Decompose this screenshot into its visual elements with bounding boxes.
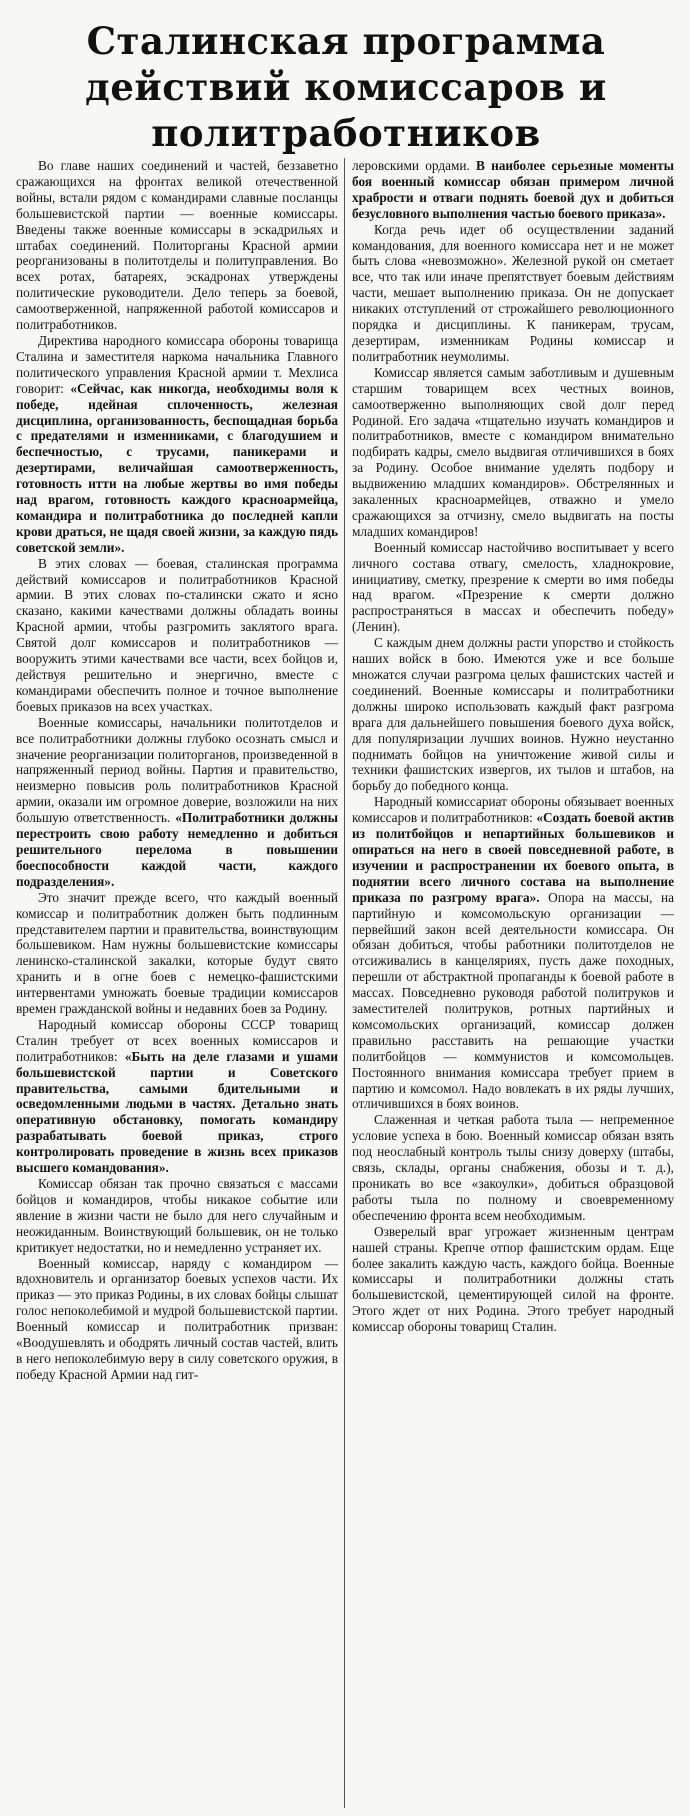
paragraph (352, 1224, 674, 1335)
text-run: Это значит прежде всего, что каждый военный комиссар и политработник должен быть подлинным представителем партии и правительства, воинствующим большевиком. Нам нужны большевистские комиссары ленинско-сталинской закалки, которые будут свято хранить и в огне боев с немецко-фашистскими интервентами умножать боевые традиции комиссаров времен гражданской войны и недавних боев за Родину. (16, 889, 338, 1017)
text-run: Комиссар является самым заботливым и душевным старшим товарищем всех честных воинов, самоотверженно выполняющих свой долг перед Родиной. Его задача «тщательно изучать командиров и политработников, вместе с командиром внимательно подбирать кадры, смело выдвигая отличившихся в боях за Родину. Особое внимание уделять подбору и выдвижению младших командиров». Обстрелянных и закаленных красноармейцев, отважно и умело сражающихся за отчизну, смело выдвигать на посты младших командиров! (352, 364, 674, 539)
text-run: Народный комиссар обороны СССР товарищ Сталин требует от всех военных комиссаров и политработников: (16, 1016, 338, 1064)
paragraph (352, 794, 674, 1112)
right-column (345, 158, 674, 1808)
headline-line-3: политработников (151, 111, 541, 155)
paragraph (352, 222, 674, 365)
text-run: Военный комиссар настойчиво воспитывает у всего личного состава отвагу, смелость, хладнокровие, инициативу, сметку, презрение к смерти во имя победы над врагом. «Презрение к смерти должно распространяться в массах и обеспечить победу» (Ленин). (352, 539, 674, 635)
headline-line-2: действий комиссаров и (85, 65, 607, 109)
paragraph (16, 333, 338, 556)
article-body (16, 158, 676, 1808)
bold-quote: «Сейчас, как никогда, необходимы воля к победе, идейная сплоченность, железная дисциплина, организованность, беспощадная борьба с предателями и изменниками, с благодушием и беспечностью, с трусами, паникерами и дезертирами, величайшая самоотверженность, готовность итти на любые жертвы во имя победы над врагом, готовность каждого красноармейца, командира и политработника до последней капли крови драться, не щадя своей жизни, за каждую пядь советской земли». (16, 380, 339, 555)
text-run: леровскими ордами. (352, 158, 477, 173)
text-run: В этих словах — боевая, сталинская программа действий комиссаров и политработников Красной армии. В этих словах по-сталински сжато и ясно сказано, какими качествами должны обладать воины Красной армии, чтобы разгромить заклятого врага. Святой долг комиссаров и политработников — вооружить этими качествами все части, всех бойцов и, действуя решительно и энергично, вместе с командирами обеспечить полное и точное выполнение боевых приказов на всех участках. (16, 555, 338, 714)
paragraph (16, 1256, 338, 1383)
text-run: Слаженная и четкая работа тыла — непременное условие успеха в бою. Военный комиссар обязан взять под неослабный контроль тылы снизу доверху (штабы, связь, склады, органы снабжения, обозы и т. д.), проникать во все «закоулки», добиться образцовой работы тыла по полному и своевременному обеспечению фронта всем необходимым. (352, 1112, 674, 1223)
paragraph (352, 365, 674, 540)
paragraph (16, 1176, 338, 1256)
bold-quote: «Быть на деле глазами и ушами большевистской партии и Советского правительства, самыми бдительными и осведомленными людьми в частях. Детально знать оперативную обстановку, помогать командиру разрабатывать боевой приказ, строго контролировать проведение в жизнь всех приказов высшего командования». (16, 1048, 338, 1176)
paragraph (16, 890, 338, 1017)
paragraph (16, 715, 338, 890)
text-run: Военные комиссары, начальники политотделов и все политработники должны глубоко осознать смысл и значение реорганизации политорганов, произведенной в напряженный период войны. Партия и правительство, неизмерно повысив роль политработников Красной армии, оказали им огромное доверие, возложили на них большую ответственность. (16, 714, 338, 826)
text-run: Народный комиссариат обороны обязывает военных комиссаров и политработников: (352, 794, 674, 826)
paragraph (352, 1112, 674, 1223)
paragraph (16, 1017, 338, 1176)
text-run: Директива народного комиссара обороны товарища Сталина и заместителя наркома начальника Главного политического управления Красной армии т. Мехлиса говорит: (16, 332, 338, 396)
text-run: Военный комиссар, наряду с командиром — вдохновитель и организатор боевых успехов части. Их приказ — это приказ Родины, в их словах бойцы слышат голос непоколебимой и мудрой большевистской партии. Военный комиссар и политработник призван: «Воодушевлять и ободрять личный состав частей, влить в него непоколебимую веру в силу советского оружия, в победу Красной Армии над гит- (16, 1255, 338, 1382)
bold-quote: В наиболее серьезные моменты боя военный комиссар обязан примером личной храбрости и отваги поднять боевой дух и добиться безусловного выполнения частью боевого приказа». (352, 158, 674, 221)
article-headline (16, 18, 676, 158)
text-run: Комиссар обязан так прочно связаться с массами бойцов и командиров, чтобы никакое событие или явление в жизни части не было для него случайным и неожиданным. Воинствующий большевик, он не только критикует недостатки, но и немедленно устраняет их. (16, 1176, 338, 1255)
text-run: Опора на массы, на партийную и комсомольскую организации — первейший закон всей деятельности комиссара. Он обязан добиться, чтобы работники политотделов не отсиживались в канцеляриях, пусть даже походных, перешли от абстрактной пропаганды к боевой работе в массах. Повседневно руководя работой политруков и заместителей политруков, ротных партийных и комсомольских организаций, комиссар должен правильно расставить на решающие участки политбойцов — коммунистов и комсомольцев. Постоянного внимания комиссара требует прием в партию и комсомол. Надо вовлекать в их ряды лучших, отличившихся в боях воинов. (352, 889, 674, 1112)
text-run: Когда речь идет об осуществлении заданий командования, для военного комиссара нет и не может быть слова «невозможно». Железной рукой он сметает все, что так или иначе препятствует боевым действиям части, мешает выполнению приказа. Он не допускает никаких отступлений от строжайшего революционного порядка и дисциплины. К паникерам, трусам, дезертирам, изменникам Родины комиссар и политработник неумолимы. (352, 221, 674, 364)
paragraph (352, 635, 674, 794)
text-run: Во главе наших соединений и частей, беззаветно сражающихся на фронтах великой отечественной войны, встали рядом с командирами славные посланцы большевистской партии — военные комиссары. Введены также военные комиссары в эскадрильях и штабах соединений. Политорганы Красной армии реорганизованы в политотделы и политуправления. Во всех ротах, батареях, эскадронах утверждены политические руководители. Дело теперь за боевой, самоотверженной, напряженной работой комиссаров и политработников. (16, 158, 338, 333)
bold-quote: «Политработники должны перестроить свою работу немедленно и добиться решительного перелома в повышении боеспособности каждой части, каждого подразделения». (16, 810, 338, 889)
paragraph (352, 540, 674, 635)
paragraph (16, 556, 338, 715)
bold-quote: «Создать боевой актив из политбойцов и непартийных большевиков и опираться на него в своей повседневной работе, в изучении и распространении их боевого опыта, в поднятии всего личного состава на выполнение приказа по разгрому врага». (352, 810, 674, 905)
paragraph (352, 158, 674, 222)
headline-line-1: Сталинская программа (86, 19, 606, 63)
text-run: Озверелый враг угрожает жизненным центрам нашей страны. Крепче отпор фашистским ордам. Еще более закалить каждую часть, каждого бойца. Военные комиссары и политработники должны стать большевистской, цементирующей силой на фронте. Этого ждет от них Родина. Этого требует народный комиссар обороны товарищ Сталин. (352, 1223, 674, 1335)
left-column (16, 158, 344, 1808)
text-run: С каждым днем должны расти упорство и стойкость наших войск в бою. Имеются уже и все больше множатся случаи разгрома целых фашистских частей и соединений. Военные комиссары и политработники должны широко использовать каждый факт разгрома врага для дальнейшего повышения боевого духа войск, для популяризации лучших воинов. Нужно неустанно поднимать бойцов на уничтожение живой силы и техники фашистских извергов, их тылов и штабов, на борьбу до победного конца. (352, 635, 674, 794)
paragraph (16, 158, 338, 333)
